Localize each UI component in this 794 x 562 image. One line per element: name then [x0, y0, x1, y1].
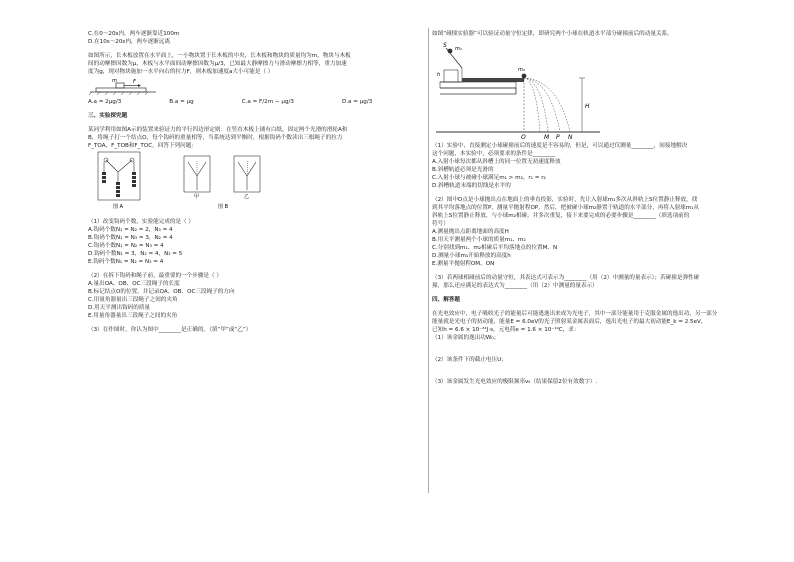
collision-q2-option-c: C.分别找到m₁、m₂相碰后平均落地点的位置M、N — [432, 245, 558, 251]
q2-stem: （2）在拆下钩码和绳子前，最重要的一个步骤是（ ） — [88, 273, 222, 279]
collision-diagram — [432, 38, 612, 140]
right-column — [432, 30, 777, 386]
q1-option-a: A.钩码个数N₁ = N₂ = 2，N₃ = 4 — [88, 227, 173, 233]
q2-option-e: E.用量角器量出三段绳子之间的夹角 — [88, 313, 178, 319]
board-mass-label: m — [112, 78, 117, 84]
photo-sub2: （2）该条件下的截止电压U； — [432, 357, 507, 363]
column-divider — [428, 28, 429, 493]
photo-sub1: （1）该金属的逸出功W₀； — [432, 335, 500, 341]
collision-q1-option-b: B.斜槽轨道必须是光滑的 — [432, 167, 494, 173]
collision-q1-option-c: C.入射小球与被碰小球满足m₁ > m₂，r₁ = r₂ — [432, 175, 546, 181]
q2-option-b: B.标记结点O的位置，并记录OA、OB、OC三段绳子的方向 — [88, 289, 235, 295]
left-column — [88, 30, 423, 334]
photo-question-line1: 在光电效应中，电子吸收光子的能量后可能逃逸出来成为光电子，其中一部分能量用于克服金属的逸出功，另一部分 — [432, 311, 718, 317]
q1-stem: （1）改变钩码个数，实验能完成的是（ ） — [88, 219, 195, 225]
prev-option-d: D.在10s～20s内，两车逐渐远离 — [88, 39, 171, 45]
label-s: S — [443, 42, 447, 49]
label-M: M — [544, 134, 550, 140]
q2-option-c: C.用量角器量出三段绳子之间的夹角 — [88, 297, 178, 303]
collision-figure — [432, 38, 777, 142]
board-question-line3: 度为g，现对物块施加一水平向右的拉力F，则木板加速度a大小可能是（ ） — [88, 69, 274, 75]
collision-q1-line2: 这个问题，本实验中，必须要求的条件是________ — [432, 151, 556, 157]
prev-option-c: C.在0～20s内，两车逐渐靠近100m — [88, 31, 180, 37]
board-option-c: C.a = F/2m − μg/3 — [241, 99, 294, 105]
collision-q1-option-d: D.斜槽轨道末端的切线是水平的 — [432, 183, 511, 189]
photo-question-line2: 能量就是光电子的初动能，能量E = 6.0eV的光子照射某金属表面后，逸出光电子的最大初动能E_k = 2.5eV， — [432, 319, 707, 325]
label-m1: m₁ — [455, 46, 462, 52]
collision-q2-line1: （2）图中O点是小球抛出点在地面上的垂直投影，实验时，先让入射球m₁多次从斜轨上S位置静止释放，找 — [432, 197, 698, 203]
q3-text: （3）在作图时，你认为图中________是正确的。（填“甲”或“乙”） — [88, 327, 252, 333]
label-N: N — [568, 134, 573, 140]
q2-option-d: D.用天平测出钩码的质量 — [88, 305, 151, 311]
board-options — [88, 98, 423, 106]
collision-q2-line3: 斜轨上S位置静止释放，与小球m₂相碰，并多次重复，接下来要完成的必要步骤是________（填选项前的 — [432, 213, 690, 219]
force-question-line3: F_TOA、F_TOB和F_TOC，回答下列问题： — [88, 143, 197, 149]
label-h: h — [437, 72, 441, 78]
collision-q3-line2: 撞，那么还应满足的表达式为________（用（2）中测量的量表示） — [432, 283, 598, 289]
figure-jia-caption: 甲 — [194, 194, 200, 200]
collision-q2-option-d: D.测量小球m₁开始释放的高度h — [432, 253, 511, 259]
collision-q1-option-a: A.入射小球每次都从斜槽上的同一位置无初速度释放 — [432, 159, 561, 165]
label-P: P — [556, 134, 560, 140]
label-H: H — [585, 103, 590, 110]
q1-option-b: B.钩码个数N₁ = N₃ = 3，N₂ = 4 — [88, 235, 173, 241]
collision-q2-option-e: E.测量平抛射程OM、ON — [432, 261, 495, 267]
force-diagrams — [88, 150, 418, 218]
force-question-line1: 某同学利用如图A示的装置来验证力的平行四边形定则：在竖直木板上铺有白纸，固定两个光滑的滑轮A和 — [88, 127, 348, 133]
section-3-heading: 三、实验探究题 — [88, 113, 128, 119]
q1-option-e: E.钩码个数N₁ = N₂ = N₃ = 4 — [88, 259, 164, 265]
board-force-label: F — [133, 79, 136, 85]
board-option-d: D.a = μg/3 — [341, 99, 373, 105]
collision-intro: 如图“碰撞实验器”可以验证动量守恒定律，即研究两个小球在轨道水平部分碰撞前后的动量关系。 — [432, 31, 673, 37]
label-O: O — [521, 134, 526, 140]
board-diagram — [88, 76, 158, 96]
q2-option-a: A.量出OA、OB、OC三段绳子的长度 — [88, 281, 180, 287]
label-m2: m₂ — [518, 67, 525, 73]
collision-q2-option-b: B.用天平测量两个小球的质量m₁、m₂ — [432, 237, 526, 243]
section-4-heading: 四、解答题 — [432, 297, 460, 303]
figure-b-caption: 图 B — [218, 204, 229, 210]
collision-q3-line1: （3）若两球相碰前后的动量守恒，其表达式可表示为________（用（2）中测量的量表示）；若碰撞是弹性碰 — [432, 275, 700, 281]
figure-a-caption: 图 A — [113, 204, 124, 210]
board-option-a: A.a = 2μg/3 — [88, 99, 122, 105]
photo-question-line3: 已知h = 6.6 × 10⁻³⁴J·s，元电荷e = 1.6 × 10⁻¹⁹C，求： — [432, 327, 580, 333]
q1-option-c: C.钩码个数N₁ = N₂ = N₃ = 4 — [88, 243, 164, 249]
photo-sub3: （3）该金属发生光电效应的极限频率ν₀（结果保留2位有效数字）. — [432, 379, 598, 385]
collision-q2-option-a: A.测量抛出点距离地面的高度H — [432, 229, 509, 235]
board-question-line2: 间的动摩擦因数为μ，木板与水平面间动摩擦因数为μ/3，已知最大静摩擦力与滑动摩擦力相等，重力加速 — [88, 61, 347, 67]
collision-q1-line1: （1）实验中，直接测定小球碰撞前后的速度是不容易的，但是，可以通过仅测量________，间接地解决 — [432, 143, 688, 149]
force-figures — [88, 150, 423, 218]
board-question-line1: 如图所示，长木板放置在水平面上，一小物块置于长木板的中央，长木板和物块的质量均为m，物块与木板 — [88, 53, 351, 59]
q1-option-d: D.钩码个数N₁ = 3，N₂ = 4，N₃ = 5 — [88, 251, 183, 257]
figure-yi-caption: 乙 — [244, 194, 250, 200]
force-question-line2: B，将绳子打一个结点O，每个钩码的重量相等，当系统达到平衡时，根据钩码个数读出三根绳子的拉力 — [88, 135, 343, 141]
collision-q2-line2: 到其平均落地点的位置P，测量平抛射程OP，然后，把被碰小球m₂静置于轨道的水平部分，再将入射球m₁从 — [432, 205, 700, 211]
board-figure — [88, 76, 423, 98]
collision-q2-line4: 符号） — [432, 221, 449, 227]
board-option-b: B.a = μg — [169, 99, 194, 105]
